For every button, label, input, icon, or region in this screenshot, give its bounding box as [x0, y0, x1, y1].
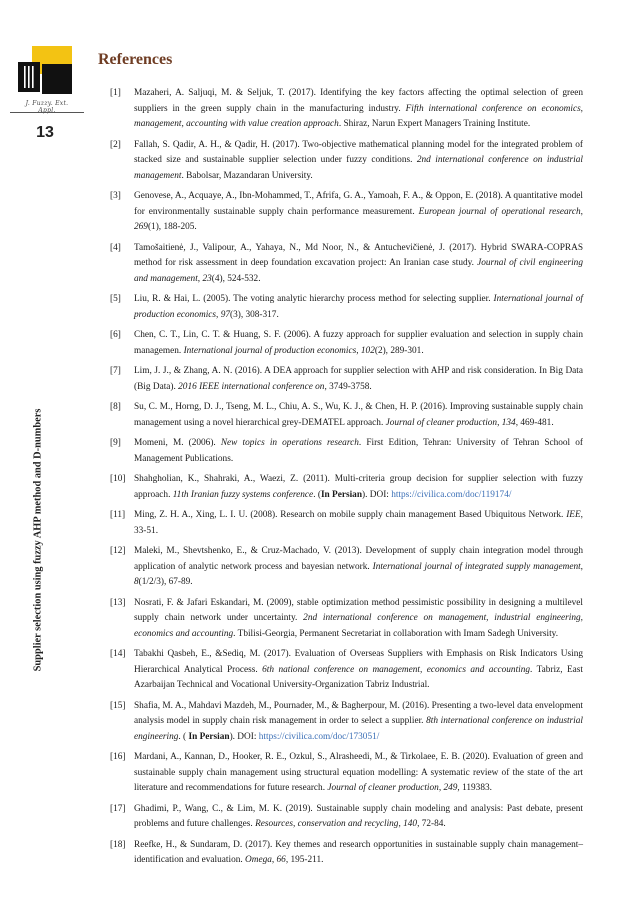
reference-text: (2), 289-301. [374, 345, 424, 356]
reference-source: International journal of integrated supply management [372, 561, 581, 572]
reference-source: 97 [220, 309, 230, 320]
reference-text: Shafia, M. A., Mahdavi Mazdeh, M., Pournader, M., & Bagherpour, M. (2016). Presenting a two-level data envelopment analysis model in supply chain risk management in order to select a supplier. [134, 700, 583, 726]
reference-text: Shahgholian, K., Shahraki, A., Waezi, Z. (2011). Multi-criteria group decision for supplier selection with fuzzy approach. [134, 474, 583, 500]
reference-number: [11] [110, 510, 126, 520]
reference-item [98, 802, 583, 833]
reference-text: Ghadimi, P., Wang, C., & Lim, M. K. (2019). Sustainable supply chain modeling and analysis: Past debate, present problems and future challenges. [134, 803, 583, 829]
reference-source: 6th national conference on management, economics and accounting [262, 664, 531, 675]
reference-source: Omega [245, 855, 272, 865]
reference-number: [14] [110, 649, 126, 659]
reference-source: Journal of cleaner production [385, 417, 498, 428]
reference-source: IEE [566, 510, 581, 520]
reference-number: [18] [110, 839, 126, 850]
reference-number: [9] [110, 438, 121, 448]
reference-item [98, 138, 583, 185]
reference-text: Tamošaitienė, J., Valipour, A., Yahaya, N., Md Noor, N., & Antuchevičienė, J. (2017). Hybrid SWARA-COPRAS method for risk assessment in deep foundation excavation project: An Iranian case study. [134, 242, 583, 268]
reference-number: [3] [110, 191, 121, 201]
reference-item [98, 328, 583, 359]
reference-source: 140 [403, 819, 418, 829]
reference-text: , 469-481. [515, 417, 554, 428]
reference-source: European journal of operational research [418, 206, 581, 217]
reference-language-note: In Persian [320, 489, 363, 500]
reference-source: 2016 IEEE international conference on [178, 381, 325, 392]
reference-item [98, 838, 583, 869]
reference-text: ). DOI: [229, 731, 259, 742]
reference-text: Mardani, A., Kannan, D., Hooker, R. E., Ozkul, S., Alrasheedi, M., & Tirkolaee, E. B. (2020). Evaluation of green and sustainable supply chain management using structural equation modelling: A systematic review of the state of the art literature and recommendations for future research. [134, 752, 583, 793]
reference-text: , 119383. [457, 783, 492, 793]
reference-source: International journal of production economics [183, 345, 357, 356]
reference-source: 11th Iranian fuzzy systems conference [172, 489, 314, 500]
reference-text: . ( [178, 731, 189, 742]
reference-text: (1/2/3), 67-89. [138, 577, 193, 587]
reference-text: Liu, R. & Hai, L. (2005). The voting analytic hierarchy process method for selecting supplier. [134, 294, 494, 304]
reference-source: 249 [443, 783, 458, 793]
reference-item [98, 472, 583, 503]
page-number: 13 [36, 124, 54, 141]
reference-text: Fallah, S. Qadir, A. H., & Qadir, H. (2017). Two-objective mathematical planning model for the integrated problem of stacked size and sustainable supplier selection under fuzzy conditions. [134, 139, 583, 165]
reference-source: 269 [134, 222, 148, 232]
reference-number: [17] [110, 803, 126, 814]
reference-item [98, 647, 583, 694]
reference-number: [1] [110, 88, 121, 98]
reference-text: Reefke, H., & Sundaram, D. (2017). Key themes and research opportunities in sustainable supply chain management–identification and evaluation. [134, 839, 583, 865]
reference-text: , [271, 855, 277, 865]
reference-text: . Tbilisi-Georgia, Permanent Secretariat in collaboration with Imam Sadegh University. [233, 628, 559, 639]
reference-text: , [356, 345, 361, 356]
reference-text: Lim, J. J., & Zhang, A. N. (2016). A DEA approach for supplier selection with AHP and risk consideration. In Big Data (Big Data). [134, 366, 583, 392]
reference-text: Tabakhi Qasbeh, E., &Sediq, M. (2017). Evaluation of Overseas Suppliers with Emphasis on Risk Indicators Using Hierarchical Analytical Process. [134, 649, 583, 675]
reference-text: . Shiraz, Narun Expert Managers Training Institute. [338, 119, 531, 129]
running-title-text: Supplier selection using fuzzy AHP method and D-numbers [32, 408, 44, 672]
reference-text: , [438, 783, 444, 793]
reference-text: ). DOI: [362, 489, 392, 500]
reference-source: 2nd international conference on industrial management [134, 155, 583, 181]
reference-text: , [398, 819, 404, 829]
reference-number: [5] [110, 294, 121, 304]
reference-text: Momeni, M. (2006). [134, 438, 221, 448]
reference-item [98, 750, 583, 797]
reference-item [98, 400, 583, 431]
reference-number: [10] [110, 474, 126, 484]
reference-item [98, 189, 583, 236]
reference-text: , [580, 561, 583, 572]
reference-source: Journal of cleaner production [327, 783, 439, 793]
reference-source: 8 [134, 577, 139, 587]
reference-item [98, 292, 583, 323]
reference-source: New topics in operations research [220, 438, 359, 448]
reference-text: , [580, 206, 583, 217]
reference-text: (4), 524-532. [211, 273, 261, 284]
reference-number: [8] [110, 402, 121, 412]
reference-source: Resources, conservation and recycling [255, 819, 399, 829]
reference-text: Genovese, A., Acquaye, A., Ibn-Mohammed, T., Afrifa, G. A., Yamoah, F. A., & Oppon, E. (2018). A quantitative model for environmentally sustainable supply chain performance measurement. [134, 191, 583, 217]
reference-text: (3), 308-317. [229, 309, 279, 320]
reference-text: (1), 188-205. [147, 222, 197, 232]
reference-item [98, 241, 583, 288]
reference-number: [16] [110, 752, 126, 762]
reference-source: Journal of civil engineering and management [134, 258, 583, 284]
reference-text: Nosrati, F. & Jafari Eskandari, M. (2009), stable optimization method pessimistic possibility in designing a multilevel supply chain network under uncertainty. [134, 597, 583, 623]
reference-text: , 3749-3758. [324, 381, 372, 392]
reference-number: [12] [110, 546, 126, 556]
reference-text: , [497, 417, 502, 428]
reference-number: [6] [110, 330, 121, 340]
reference-source: International journal of production economics [134, 294, 583, 320]
reference-text: , [197, 273, 203, 284]
reference-number: [7] [110, 366, 121, 376]
reference-source: 23 [202, 273, 212, 284]
journal-abbreviation: J. Fuzzy. Ext. Appl. [25, 100, 69, 114]
reference-text: Ming, Z. H. A., Xing, L. I. U. (2008). Research on mobile supply chain management Based Ubiquitous Network. [134, 510, 567, 520]
reference-text: . Babolsar, Mazandaran University. [181, 170, 313, 181]
reference-source: 134 [501, 417, 516, 428]
reference-item [98, 436, 583, 467]
reference-source: 8th international conference on industrial engineering [134, 716, 583, 742]
reference-text: , 195-211. [285, 855, 324, 865]
reference-number: [2] [110, 139, 121, 150]
reference-text: . ( [313, 489, 321, 500]
reference-text: Maleki, M., Shevtshenko, E., & Cruz-Machado, V. (2013). Development of supply chain integration model through application of analytic network process and bayesian network. [134, 546, 583, 572]
reference-number: [4] [110, 242, 121, 253]
journal-logo-icon [18, 46, 72, 98]
reference-number: [13] [110, 597, 126, 608]
reference-source: 2nd international conference on management, industrial engineering, economics and accounting [134, 613, 583, 639]
reference-language-note: In Persian [188, 731, 230, 742]
reference-text: Chen, C. T., Lin, C. T. & Huang, S. F. (2006). A fuzzy approach for supplier evaluation and selection in supply chain managemen. [134, 330, 583, 356]
reference-text: . Tabriz, East Azarbaijan Technical and Vocational University-Organization Tabriz Industrial. [134, 664, 583, 690]
reference-doi-link[interactable]: https://civilica.com/doc/173051/ [258, 731, 380, 742]
reference-item [98, 364, 583, 395]
reference-item [98, 596, 583, 643]
reference-doi-link[interactable]: https://civilica.com/doc/119174/ [391, 489, 512, 500]
reference-text: Mazaheri, A. Saljuqi, M. & Seljuk, T. (2017). Identifying the key factors affecting the optimal selection of green suppliers in the green supply chain in the manufacturing industry. [134, 88, 583, 114]
reference-source: Fifth international conference on economics, management, accounting with value creation approach [134, 103, 584, 129]
reference-item [98, 544, 583, 591]
reference-text: , 33-51. [134, 510, 583, 536]
reference-item [98, 508, 583, 539]
reference-item [98, 86, 583, 133]
reference-text: , 72-84. [417, 819, 446, 829]
references-heading: References [98, 51, 173, 68]
reference-item [98, 699, 583, 746]
margin-divider [10, 112, 84, 113]
reference-text: . First Edition, Tehran: University of Tehran School of Management Publications. [134, 438, 583, 464]
reference-list [98, 86, 583, 874]
reference-number: [15] [110, 700, 126, 711]
reference-source: 102 [360, 345, 375, 356]
reference-source: 66 [276, 855, 286, 865]
reference-text: , [216, 309, 221, 320]
reference-text: Su, C. M., Horng, D. J., Tseng, M. L., Chiu, A. S., Wu, K. J., & Chen, H. P. (2016). Improving sustainable supply chain management using a novel hierarchical grey-DEMATEL approach. [134, 402, 583, 428]
